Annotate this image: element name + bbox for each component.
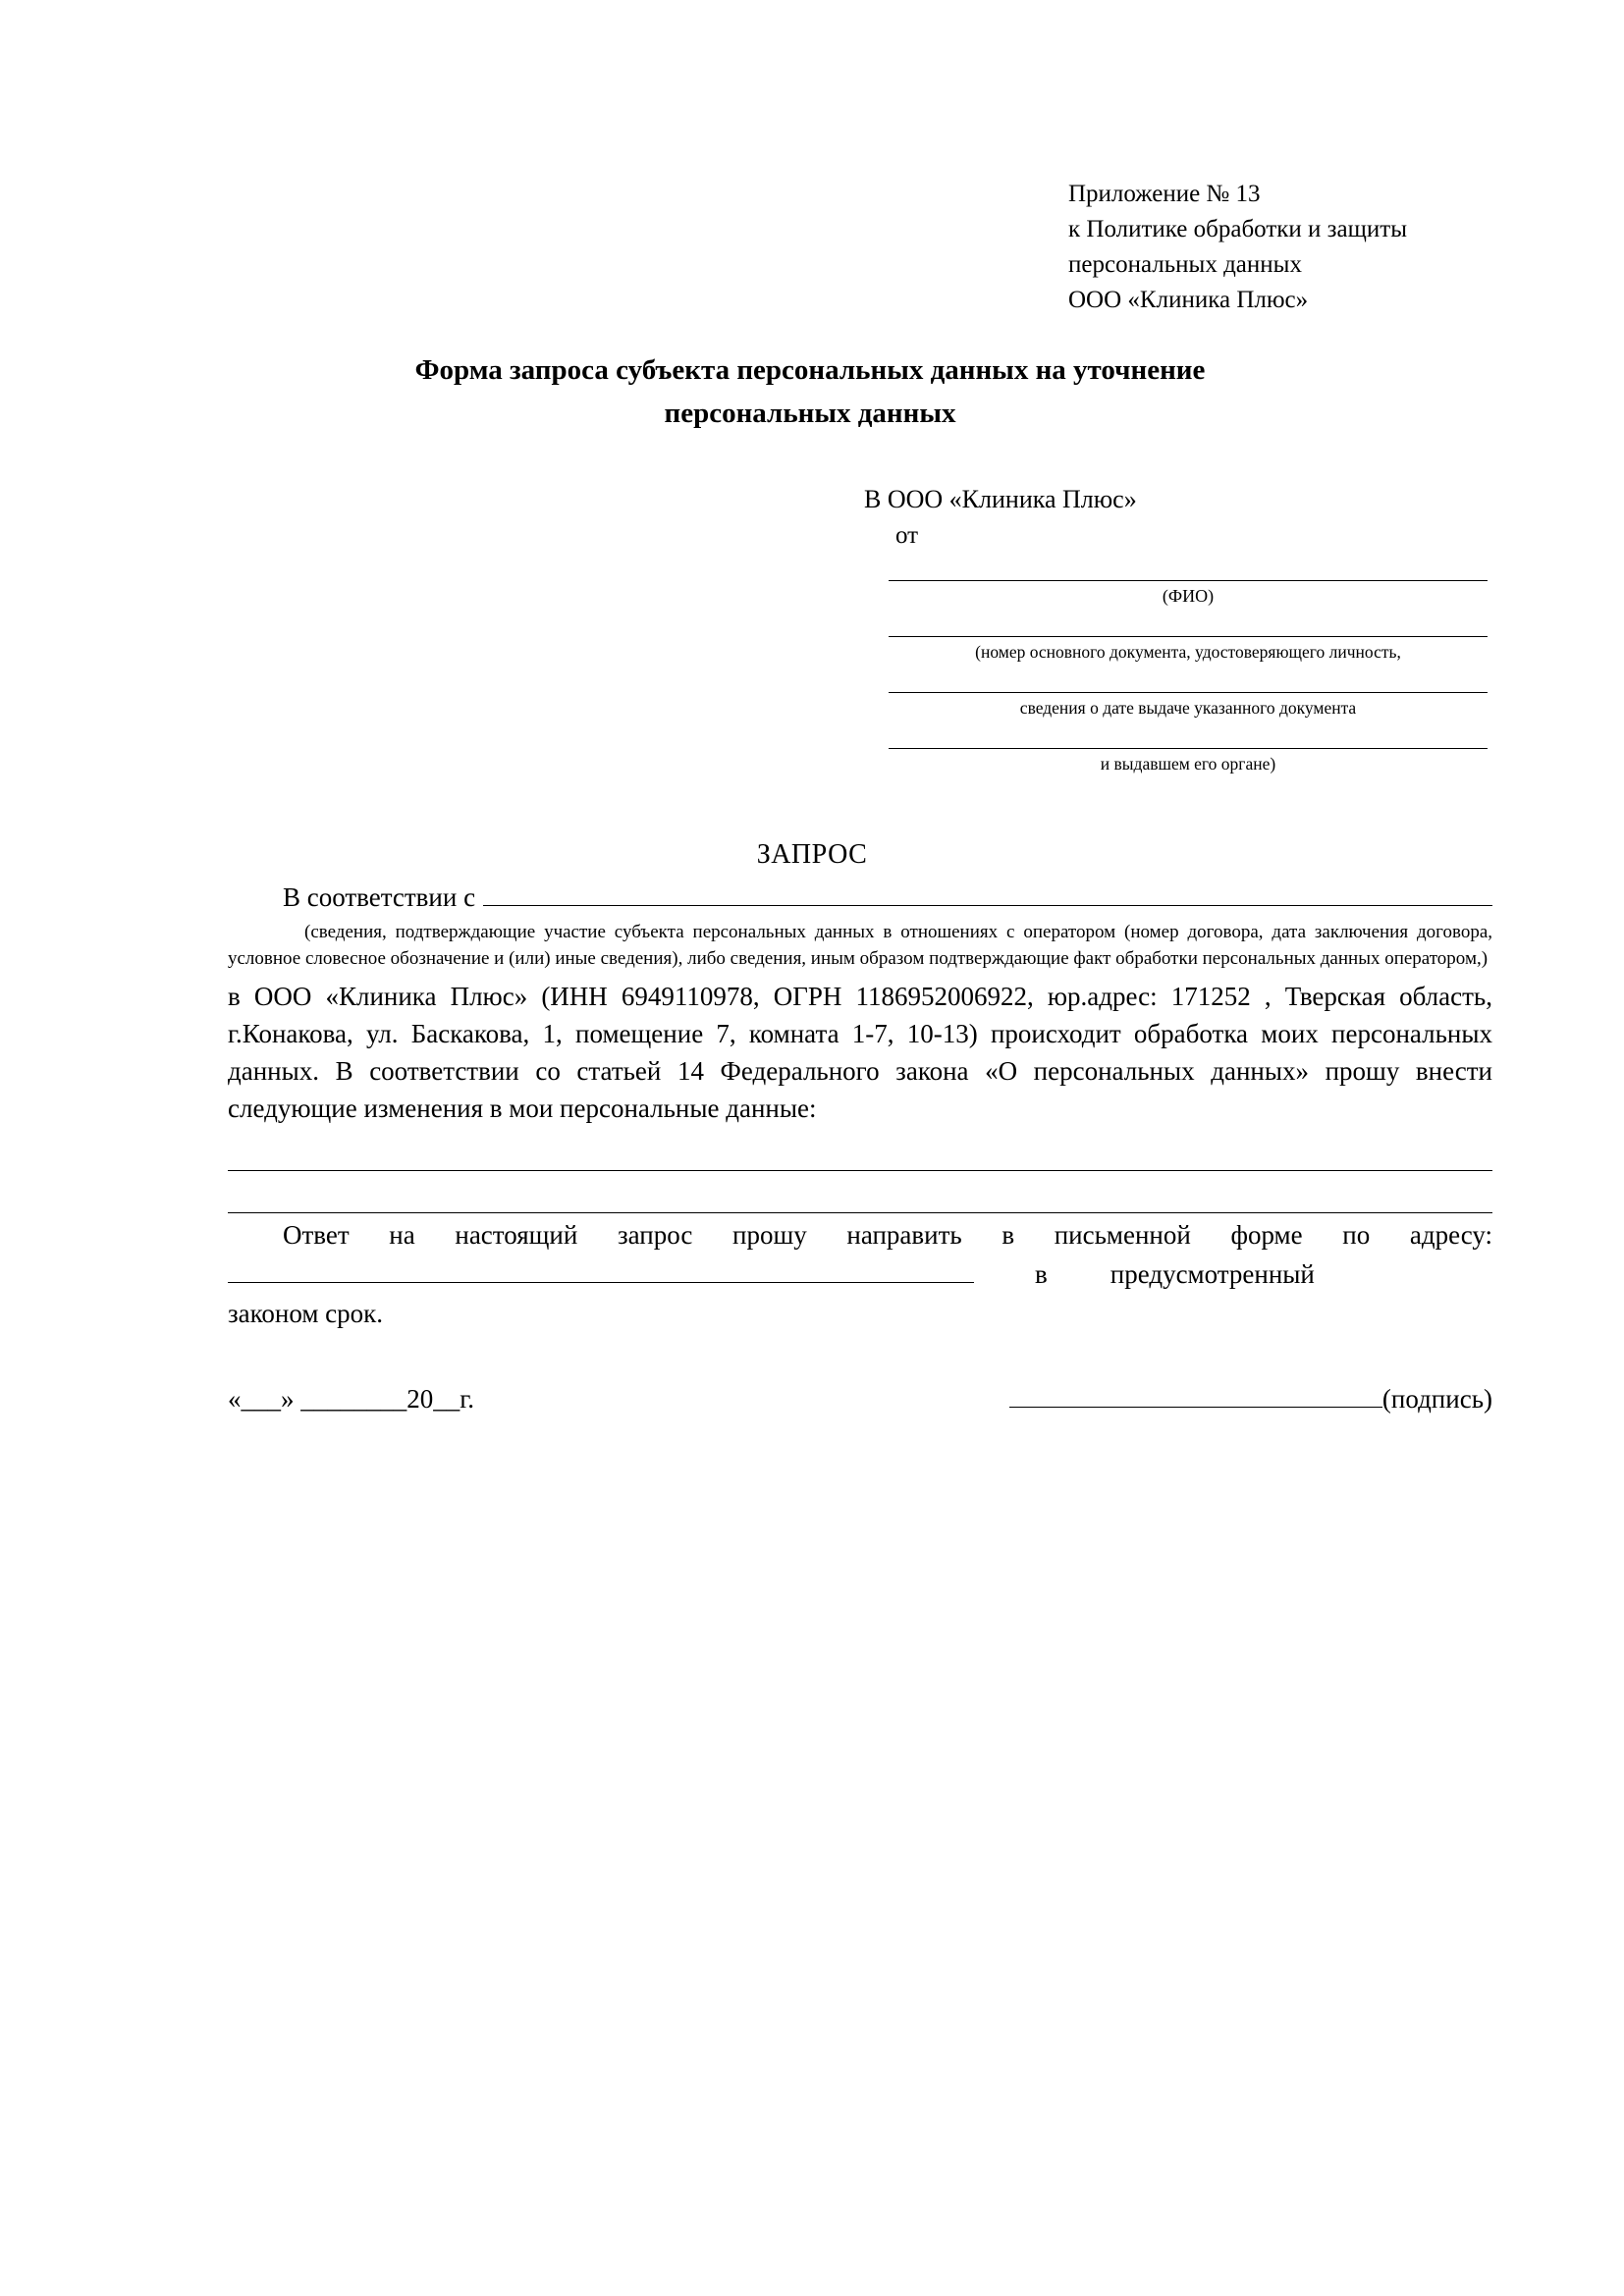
request-changes-line-2[interactable] — [228, 1171, 1492, 1213]
field-doc-date-input[interactable] — [889, 665, 1488, 693]
answer-word-v: в — [1035, 1259, 1048, 1289]
answer-tail: законом срок. — [228, 1299, 384, 1328]
request-intro-label: В соответствии с — [283, 882, 476, 912]
request-main-paragraph: в ООО «Клиника Плюс» (ИНН 6949110978, ОГРН 1186952006922, юр.адрес: 171252 , Тверская область, г.Конакова, ул. Баскакова, 1, помещение 7, комната 1-7, 10-13) происходит обработка моих персональных данных. В соответствии со статьей 14 Федерального закона «О персональных данных» прошу внести следующие изменения в мои персональные данные: — [228, 982, 1492, 1123]
addressee-to: В ООО «Клиника Плюс» — [864, 485, 1137, 513]
request-body — [228, 879, 1492, 1417]
request-intro-row — [228, 879, 1492, 916]
answer-word-rest: предусмотренный — [1110, 1259, 1315, 1289]
answer-first-line: Ответ на настоящий запрос прошу направить в письменной форме по адресу: — [283, 1220, 1492, 1250]
appendix-policy-line1: к Политике обработки и защиты — [1068, 216, 1408, 242]
request-hint — [228, 919, 1492, 972]
field-doc-issuer-caption: и выдавшем его органе) — [1100, 754, 1276, 774]
appendix-policy-line2: персональных данных — [1068, 251, 1302, 278]
signature-caption: (подпись) — [1381, 1384, 1492, 1414]
page-title-line2: персональных данных — [664, 398, 956, 429]
field-doc-date — [889, 665, 1488, 721]
answer-address-input[interactable] — [228, 1256, 974, 1283]
addressee-fields — [889, 553, 1488, 776]
appendix-header — [1068, 177, 1579, 318]
field-fio-input[interactable] — [889, 553, 1488, 581]
field-doc-issuer-input[interactable] — [889, 721, 1488, 749]
signature-row — [228, 1380, 1492, 1417]
field-doc-issuer — [889, 721, 1488, 776]
signature-input[interactable] — [1009, 1381, 1382, 1408]
field-fio — [889, 553, 1488, 609]
appendix-number: Приложение № 13 — [1068, 181, 1261, 207]
addressee-from-label: от — [895, 522, 919, 549]
request-heading: ЗАПРОС — [756, 839, 868, 870]
page-title — [226, 348, 1394, 435]
answer-address-row — [228, 1255, 1492, 1294]
field-doc-number-caption: (номер основного документа, удостоверяющего личность, — [975, 642, 1401, 662]
field-doc-date-caption: сведения о дате выдаче указанного документа — [1019, 698, 1357, 718]
page-title-line1: Форма запроса субъекта персональных данных на уточнение — [414, 354, 1206, 386]
request-changes-line-1[interactable] — [228, 1127, 1492, 1171]
request-intro-input[interactable] — [483, 880, 1492, 906]
date-field[interactable]: «___» ________20__г. — [228, 1384, 475, 1414]
answer-paragraph — [228, 1215, 1492, 1333]
field-doc-number-input[interactable] — [889, 609, 1488, 637]
field-doc-number — [889, 609, 1488, 665]
request-hint-text: (сведения, подтверждающие участие субъекта персональных данных в отношениях с оператором (номер договора, дата заключения договора, условное словесное обозначение и (или) иные сведения), либо сведения, иным образом подтверждающие факт обработки персональных данных оператором,) — [228, 922, 1492, 969]
field-fio-caption: (ФИО) — [1162, 586, 1215, 606]
appendix-company: ООО «Клиника Плюс» — [1068, 287, 1309, 313]
